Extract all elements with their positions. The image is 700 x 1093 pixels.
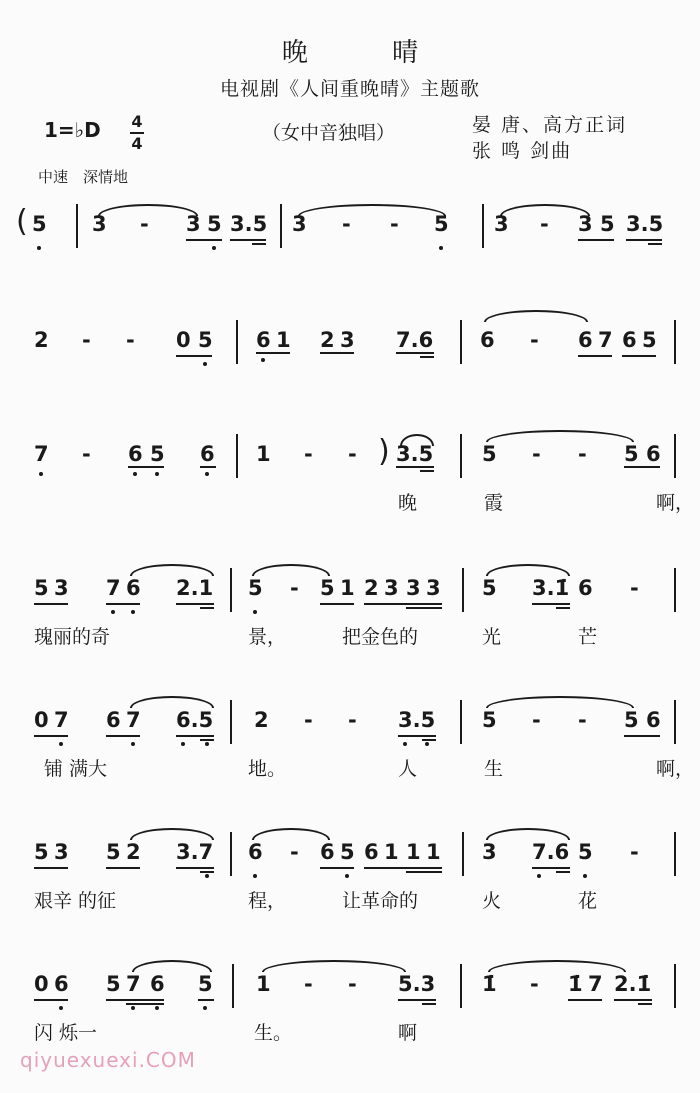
lyric: 人 xyxy=(398,758,418,780)
score-line-3: 7 - 6 5 6 1 - - ) 3.5 5 - - 5 6 晚 霞 啊， xyxy=(22,434,688,524)
time-top: 4 xyxy=(131,112,143,131)
lyric: 地。 xyxy=(248,758,287,780)
score-line-5: 0 7 6 7 6.5 2 - - 3.5 5 - - 5 6 铺 满大 地。 人 生 啊， xyxy=(22,700,688,790)
lyric: 霞 xyxy=(484,492,504,514)
time-bottom: 4 xyxy=(131,134,143,153)
score-line-4: 5 3 7 6 2.1 5 - 5 1 2 3 3 3 5 3.1̇ 6 - 瑰丽的奇 景， 把金色的 光 芒 xyxy=(22,568,688,658)
lyric: 火 xyxy=(482,890,502,912)
lyric: 啊， xyxy=(656,758,695,780)
tempo-marking: 中速 深情地 xyxy=(38,168,129,186)
lyric: 把金色的 xyxy=(342,626,419,648)
lyricist-credit: 晏 唐、高方正词 xyxy=(472,114,628,136)
site-watermark: qiyuexuexi.COM xyxy=(20,1048,196,1072)
lyric: 铺 满大 xyxy=(44,758,108,780)
lyric: 啊， xyxy=(656,492,695,514)
lyric: 艰辛 的征 xyxy=(34,890,117,912)
score-line-1: ( 5 3 - 3 5 3.5 3 - - 5 3 - 3 5 3.5 xyxy=(22,204,688,254)
lyric: 啊 xyxy=(398,1022,418,1044)
score-line-7: 0 6 5 7 6 5 1 - - 5.3 1̇ - 1̇ 7 2.1̇ 闪 烁一 生。 啊 xyxy=(22,964,688,1054)
lyric: 晚 xyxy=(398,492,418,514)
key-signature: 1=♭D xyxy=(44,118,101,142)
lyric: 景， xyxy=(248,626,287,648)
lyric: 生 xyxy=(484,758,504,780)
lyric: 芒 xyxy=(578,626,598,648)
lyric: 瑰丽的奇 xyxy=(34,626,111,648)
composer-credit: 张 鸣 剑曲 xyxy=(472,140,573,162)
song-subtitle: 电视剧《人间重晚晴》主题歌 xyxy=(219,78,480,100)
score-line-2: 2 - - 0 5 6 1 2 3 7.6 6 - 6 7 6 5 xyxy=(22,320,688,370)
song-title: 晚 晴 xyxy=(281,38,457,68)
lyric: 生。 xyxy=(254,1022,293,1044)
lyric: 程， xyxy=(248,890,287,912)
lyric: 花 xyxy=(578,890,598,912)
score-line-6: 5 3 5 2 3.7 6 - 6 5 6 1 1 1 3 7.6 5 - 艰辛 的征 程， 让革命的 火 花 xyxy=(22,832,688,922)
time-signature xyxy=(130,114,144,152)
lyric: 光 xyxy=(482,626,502,648)
voice-type: （女中音独唱） xyxy=(262,122,396,144)
lyric: 让革命的 xyxy=(342,890,419,912)
lyric: 闪 烁一 xyxy=(34,1022,98,1044)
